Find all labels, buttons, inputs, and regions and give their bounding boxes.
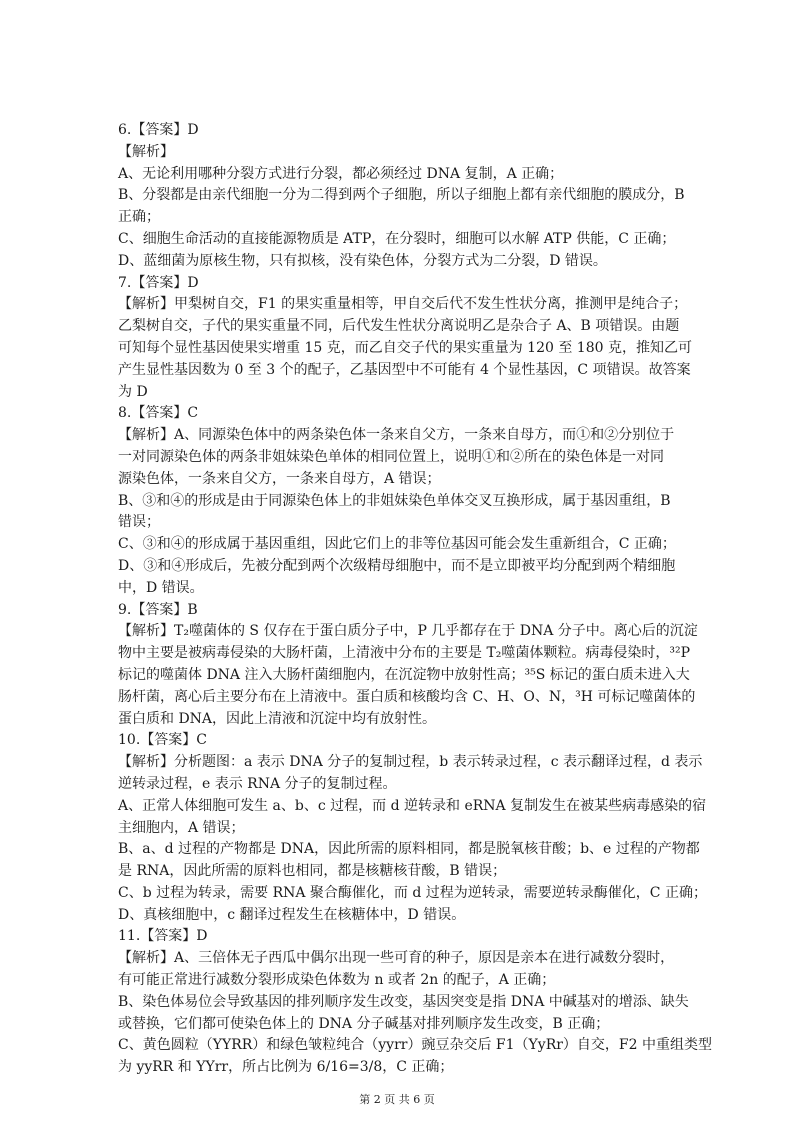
analysis-line: 【解析】分析题图：a 表示 DNA 分子的复制过程，b 表示转录过程，c 表示翻译过程，d 表示: [118, 754, 703, 771]
analysis-line: 可知每个显性基因使果实增重 15 克，而乙自交子代的果实重量为 120 至 180 克，推知乙可: [118, 339, 692, 356]
analysis-line: 错误；: [118, 514, 160, 531]
analysis-line: 【解析】A、同源染色体中的两条染色体一条来自父方，一条来自母方，而①和②分别位于: [118, 427, 675, 444]
analysis-line: C、黄色圆粒（YYRR）和绿色皱粒纯合（yyrr）豌豆杂交后 F1（YyRr）自交，F2 中重组类型: [118, 1037, 713, 1054]
analysis-line: 逆转录过程，e 表示 RNA 分子的复制过程。: [118, 775, 397, 792]
analysis-line: 有可能正常进行减数分裂形成染色体数为 n 或者 2n 的配子，A 正确；: [118, 972, 556, 989]
analysis-line: 为 D: [118, 383, 148, 400]
analysis-line: B、染色体易位会导致基因的排列顺序发生改变，基因突变是指 DNA 中碱基对的增添、缺失: [118, 993, 689, 1010]
analysis-line: D、③和④形成后，先被分配到两个次级精母细胞中，而不是立即被平均分配到两个精细胞: [118, 557, 676, 574]
question-7: [118, 273, 718, 404]
analysis-line: 源染色体，一条来自父方，一条来自母方，A 错误；: [118, 470, 441, 487]
analysis-line: 【解析】A、三倍体无子西瓜中偶尔出现一些可育的种子，原因是亲本在进行减数分裂时，: [118, 950, 675, 967]
analysis-line: 为 yyRR 和 YYrr，所占比例为 6/16=3/8，C 正确；: [118, 1059, 454, 1076]
analysis-line: 中，D 错误。: [118, 579, 204, 596]
analysis-line: 是 RNA，因此所需的原料也相同，都是核糖核苷酸，B 错误；: [118, 863, 507, 880]
analysis-line: 正确；: [118, 209, 160, 226]
analysis-line: 【解析】: [118, 143, 174, 160]
answer-line: 11.【答案】D: [118, 928, 208, 945]
page-number-footer: 第 2 页 共 6 页: [359, 1093, 435, 1106]
analysis-line: C、b 过程为转录，需要 RNA 聚合酶催化，而 d 过程为逆转录，需要逆转录酶催化，C 正确；: [118, 884, 707, 901]
question-10: [118, 730, 718, 926]
analysis-line: 【解析】T₂噬菌体的 S 仅存在于蛋白质分子中，P 几乎都存在于 DNA 分子中。离心后的沉淀: [118, 623, 698, 640]
question-6: [118, 120, 718, 273]
analysis-line: 一对同源染色体的两条非姐妹染色单体的相同位置上，说明①和②所在的染色体是一对同: [118, 448, 664, 465]
answer-line: 7.【答案】D: [118, 274, 199, 291]
answer-line: 9.【答案】B: [118, 601, 198, 618]
analysis-line: 物中主要是被病毒侵染的大肠杆菌，上清液中分布的主要是 T₂噬菌体颗粒。病毒侵染时，³²P: [118, 645, 691, 662]
analysis-line: 或替换，它们都可使染色体上的 DNA 分子碱基对排列顺序发生改变，B 正确；: [118, 1015, 610, 1032]
analysis-line: A、正常人体细胞可发生 a、b、c 过程，而 d 逆转录和 eRNA 复制发生在被某些病毒感染的宿: [118, 797, 707, 814]
analysis-line: 主细胞内，A 错误；: [118, 819, 245, 836]
analysis-line: B、分裂都是由亲代细胞一分为二得到两个子细胞，所以子细胞上都有亲代细胞的膜成分，B: [118, 187, 685, 204]
analysis-line: 产生显性基因数为 0 至 3 个的配子，乙基因型中不可能有 4 个显性基因，C 项错误。故答案: [118, 361, 691, 378]
answer-key-content: [118, 120, 718, 1079]
analysis-line: D、真核细胞中，c 翻译过程发生在核糖体中，D 错误。: [118, 906, 466, 923]
analysis-line: D、蓝细菌为原核生物，只有拟核，没有染色体，分裂方式为二分裂，D 错误。: [118, 252, 607, 269]
analysis-line: 【解析】甲梨树自交，F1 的果实重量相等，甲自交后代不发生性状分离，推测甲是纯合子；: [118, 296, 688, 313]
answer-line: 6.【答案】D: [118, 122, 199, 138]
analysis-line: 肠杆菌，离心后主要分布在上清液中。蛋白质和核酸均含 C、H、O、N，³H 可标记噬菌体的: [118, 688, 696, 705]
analysis-line: A、无论利用哪种分裂方式进行分裂，都必须经过 DNA 复制，A 正确；: [118, 165, 564, 182]
analysis-line: B、a、d 过程的产物都是 DNA，因此所需的原料相同，都是脱氧核苷酸；b、e 过程的产物都: [118, 841, 700, 858]
analysis-line: 标记的噬菌体 DNA 注入大肠杆菌细胞内，在沉淀物中放射性高；³⁵S 标记的蛋白质未进入大: [118, 666, 690, 683]
question-9: [118, 600, 718, 731]
question-11: [118, 926, 718, 1079]
question-8: [118, 403, 718, 599]
analysis-line: B、③和④的形成是由于同源染色体上的非姐妹染色单体交叉互换形成，属于基因重组，B: [118, 492, 671, 509]
answer-line: 10.【答案】C: [118, 732, 207, 749]
analysis-line: C、③和④的形成属于基因重组，因此它们上的非等位基因可能会发生重新组合，C 正确；: [118, 536, 676, 553]
analysis-line: 乙梨树自交，子代的果实重量不同，后代发生性状分离说明乙是杂合子 A、B 项错误。由题: [118, 318, 680, 335]
answer-line: 8.【答案】C: [118, 405, 199, 422]
analysis-line: 蛋白质和 DNA，因此上清液和沉淀中均有放射性。: [118, 710, 437, 727]
analysis-line: C、细胞生命活动的直接能源物质是 ATP，在分裂时，细胞可以水解 ATP 供能，C 正确；: [118, 230, 676, 247]
